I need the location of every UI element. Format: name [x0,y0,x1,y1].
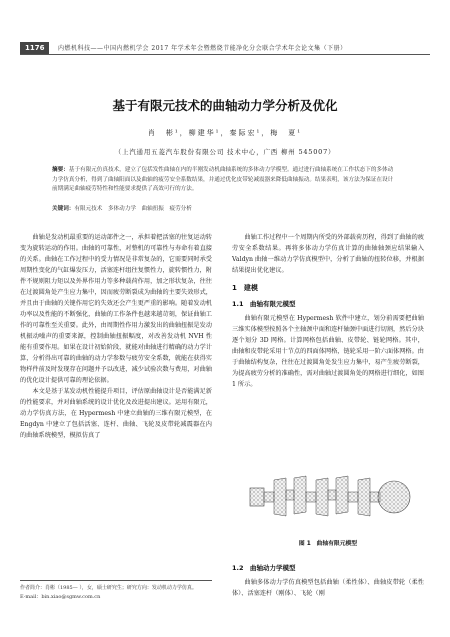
subsection-heading: 1.2 曲轴动力学模型 [232,564,296,572]
subsection-heading: 1.1 曲轴有限元模型 [232,300,296,308]
author-email: E-mail：bin.xiao@sgmw.com.cn [20,593,101,600]
left-column [20,232,212,441]
figure-crankshaft-fe-model [232,458,424,530]
paper-title: 基于有限元技术的曲轴动力学分析及优化 [112,98,338,113]
keywords-text: 有限元技术 多体动力学 曲轴扭振 疲劳分析 [74,206,192,212]
body-paragraph: 曲轴多体动力学仿真模型包括曲轴（柔性体）、曲轴皮带轮（柔性体）、活塞连杆（刚体）、飞轮（刚 [232,579,424,597]
body-paragraph: 曲轴工作过程中一个周期内所受的外部载荷历程，得到了曲轴的疲劳安全系数结果。再将多体动力学仿真计算的曲轴轴颈应结果输入 Valdyn 曲轴一维动力学仿真模型中，分析了曲轴的扭转位移，并根据结果提出优化建议。 [232,234,424,274]
author-bio: 作者简介：肖彬（1985— ），女，硕士研究生；研究方向：发动机动力学仿真。 [20,585,197,591]
body-paragraph: 曲轴有限元模型在 Hypermesh 软件中建立，划分前需要把曲轴三维实体模型按照各个主轴颈中面和连杆轴颈中面进行切割，然后分块逐个划分 3D 网格。计算网格包括曲轴、皮带轮、链轮网格。其中，曲轴和皮带轮采用十节点的四面体网格，链轮采用一阶六面体网格。由于曲轴结构复杂，往往在过渡圆角处发生应力集中，易产生疲劳断裂，为提高疲劳分析的准确性，需对曲轴过渡圆角处的网格进行细化，如图 1 所示。 [232,315,424,388]
section-1-2 [232,558,424,599]
running-title: 内燃机科技——中国内燃机学会 2017 年学术年会暨燃烧节能净化分会联合学术年会论文集（下册） [58,45,347,52]
keywords [52,204,398,212]
right-column [232,232,424,390]
body-paragraph: 曲轴是发动机最重要的运动部件之一，承担着把活塞的往复运动转变为旋转运动的作用。曲轴的可靠性，对整机的可靠性与寿命有着直接的关系。曲轴在工作过程中的受力情况是非常复杂的，它需要同时承受周期性变化的气缸爆发压力，活塞连杆组往复惯性力，旋转惯性力，附件不规则阻力矩以及外界作用力等多种载荷作用，加之形状复杂，往往在过渡圆角处产生应力集中，因而疲劳断裂成为曲轴的主要失效形式，并且由于曲轴的关键作用它的失效还会产生更严重的影响。随着发动机功率以及性能的不断强化，曲轴的工作条件也越来越苛刻，保证曲轴工作的可靠性至关重要。此外，由周期性作用力激发出的曲轴扭振是发动机振动噪声的重要来源，控制曲轴扭振幅度，对改善发动机 NVH 性能有重要作用。如果在设计初始阶段，就能对曲轴进行精确的动力学计算，分析得出可靠的曲轴的动力学参数与疲劳安全系数，就能在获得实物样件前及时发现存在问题并予以改进，减少试验次数与费用，对曲轴的优化设计提供可靠的理论依据。 [20,234,212,384]
section-heading: 1 建模 [232,284,258,292]
header-rule [20,54,430,55]
figure-caption: 图 1 曲轴有限元模型 [298,541,358,547]
abstract-text: 基于有限元仿真技术，建立了包括发性曲轴在内的半刚发动机曲轴系统的多体动力学模型。通过进行曲轴系统在工作状态下的多体动力学仿真分析，得到了曲轴阳面以及曲轴的疲劳安全系数结果，并通过优化皮带轮减震器来降低曲轴振动。结果表明，该方法为保证在设计前期满足曲轴疲劳特性和性能要求提供了高效可行的方法。 [52,167,394,192]
footnote [20,580,212,601]
affiliation: （上汽通用五菱汽车股份有限公司 技术中心，广西 柳州 545007） [114,148,336,156]
body-paragraph: 本文是基于某发动机性能提升项目，评估原曲轴设计是否能满足新的性能要求，并对曲轴系统的设计优化及改进提出建议。运用有限元，动力学仿真方法，在 Hypermesh 中建立曲轴的三维有限元模型，在 Engdyn 中建立了包括活塞、连杆、曲轴、飞轮及皮带轮减震器在内的曲轴系统模型，模拟仿真了 [20,388,212,439]
abstract-label: 摘要： [52,167,69,173]
authors: 肖 彬¹，柳建华¹，秦际宏¹，梅 夏¹ [147,129,303,137]
abstract [52,166,398,195]
running-header [20,42,430,54]
page-number: 1176 [20,42,49,54]
crankshaft-mesh-image [232,458,424,530]
keywords-label: 关键词： [52,206,75,212]
